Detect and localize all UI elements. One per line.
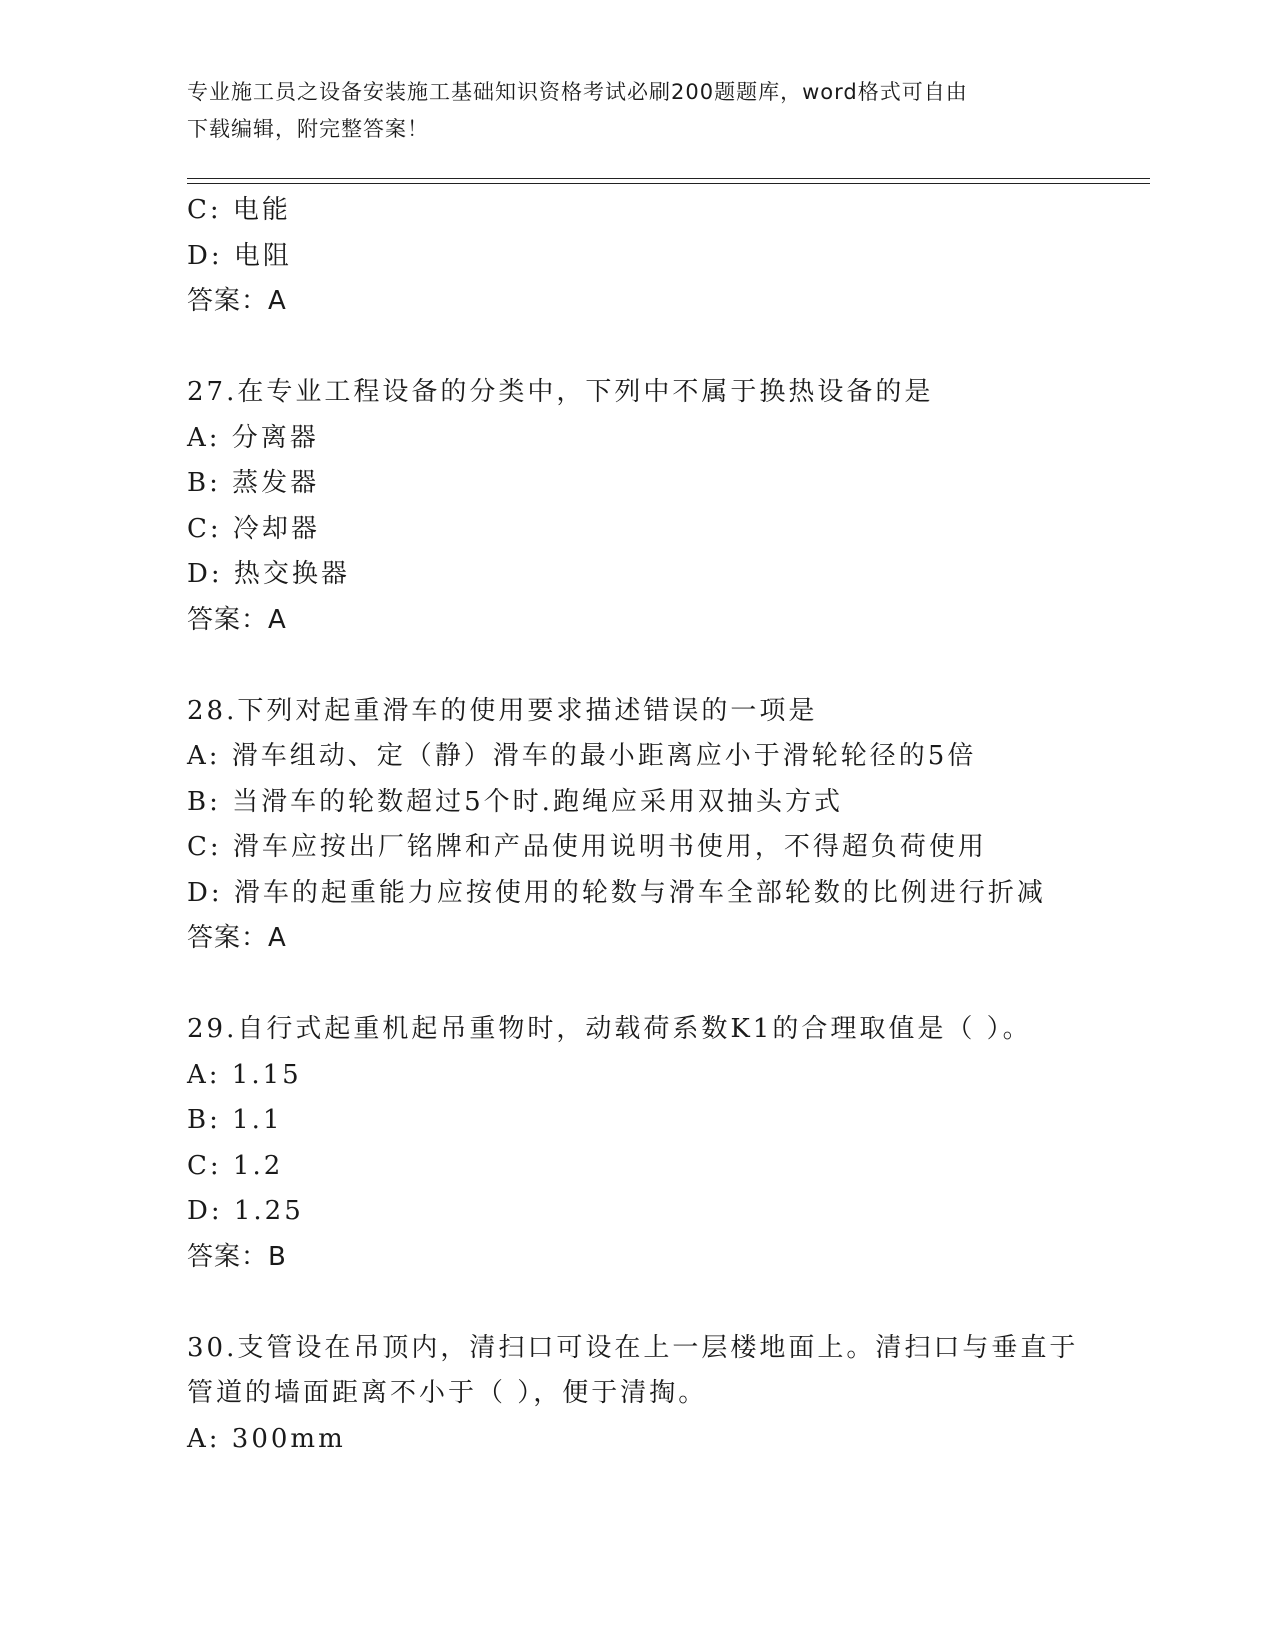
option-d: D: 滑车的起重能力应按使用的轮数与滑车全部轮数的比例进行折减 <box>187 877 1046 908</box>
option-a: A: 300mm <box>187 1423 346 1454</box>
option-b: B: 当滑车的轮数超过5个时.跑绳应采用双抽头方式 <box>187 786 843 817</box>
option-a: A: 滑车组动、定（静）滑车的最小距离应小于滑轮轮径的5倍 <box>187 741 977 771</box>
option-a: A: 分离器 <box>187 422 319 453</box>
option-c: C: 1.2 <box>187 1150 284 1181</box>
question-text-line-1: 30.支管设在吊顶内，清扫口可设在上一层楼地面上。清扫口与垂直于 <box>187 1332 1079 1363</box>
option-b: B: 1.1 <box>187 1105 283 1135</box>
header-divider-bottom <box>187 183 1150 184</box>
answer: 答案：A <box>187 604 287 635</box>
option-c: C: 滑车应按出厂铭牌和产品使用说明书使用，不得超负荷使用 <box>187 832 987 862</box>
question-29 <box>187 1007 1087 1280</box>
question-30 <box>187 1326 1087 1463</box>
header-line-2: 下载编辑，附完整答案！ <box>187 117 429 141</box>
option-b: B: 蒸发器 <box>187 468 320 498</box>
option-a: A: 1.15 <box>187 1059 302 1090</box>
spacer <box>187 962 1087 1008</box>
question-text: 29.自行式起重机起吊重物时，动载荷系数K1的合理取值是（ ）。 <box>187 1014 1032 1044</box>
option-c: C: 电能 <box>187 195 291 225</box>
header-line-1: 专业施工员之设备安装施工基础知识资格考试必刷200题题库，word格式可自由 <box>187 80 968 104</box>
option-d: D: 1.25 <box>187 1196 304 1226</box>
question-text-line-2: 管道的墙面距离不小于（ ），便于清掏。 <box>187 1378 708 1408</box>
question-list <box>187 188 1087 1462</box>
question-27 <box>187 370 1087 643</box>
header-divider-top <box>187 178 1150 179</box>
option-d: D: 电阻 <box>187 240 292 271</box>
question-26-continued <box>187 188 1087 325</box>
answer: 答案：A <box>187 923 287 953</box>
document-header <box>187 74 1087 148</box>
spacer <box>187 1280 1087 1326</box>
answer: 答案：A <box>187 286 287 316</box>
question-text: 27.在专业工程设备的分类中，下列中不属于换热设备的是 <box>187 377 934 407</box>
spacer <box>187 325 1087 371</box>
question-28 <box>187 689 1087 962</box>
option-c: C: 冷却器 <box>187 513 320 544</box>
answer: 答案：B <box>187 1241 287 1272</box>
question-text: 28.下列对起重滑车的使用要求描述错误的一项是 <box>187 695 818 726</box>
spacer <box>187 643 1087 689</box>
option-d: D: 热交换器 <box>187 559 350 589</box>
